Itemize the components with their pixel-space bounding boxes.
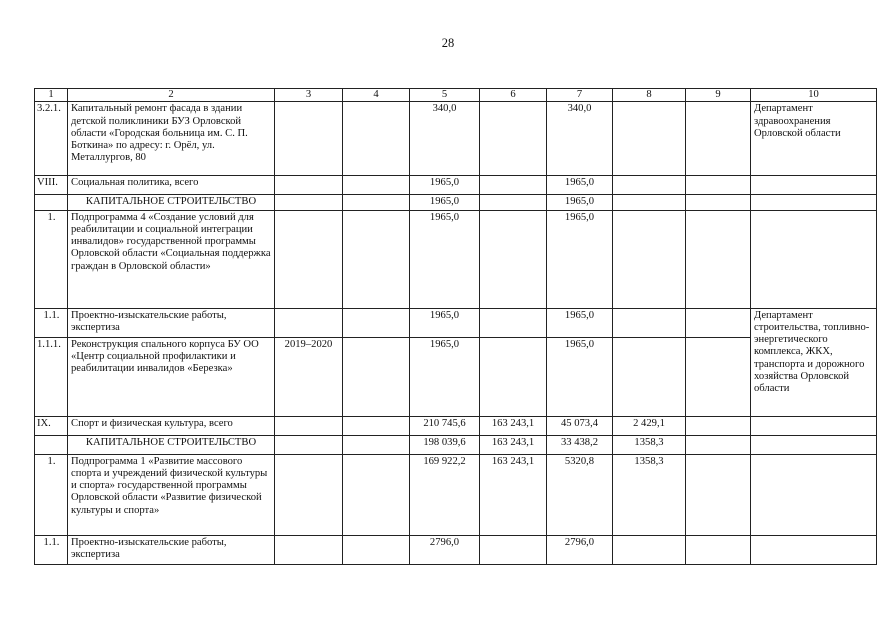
row-period (275, 416, 343, 435)
row-responsible (751, 535, 877, 564)
row-name: КАПИТАЛЬНОЕ СТРОИТЕЛЬСТВО (68, 435, 275, 454)
page-number: 28 (441, 36, 455, 50)
row-col9 (686, 102, 751, 176)
row-col6: 163 243,1 (480, 435, 547, 454)
row-col7: 1965,0 (547, 337, 613, 416)
row-col9 (686, 435, 751, 454)
row-col6: 163 243,1 (480, 454, 547, 535)
row-col6: 163 243,1 (480, 416, 547, 435)
row-responsible (751, 195, 877, 210)
row-col8 (613, 176, 686, 195)
row-name: Проектно-изыскательские работы, экспертиза (68, 308, 275, 337)
row-name: Спорт и физическая культура, всего (68, 416, 275, 435)
row-name: Подпрограмма 1 «Развитие массового спорта и учреждений физической культуры и спорта» государственной программы Орловской области «Развитие физической культуры и спорта» (68, 454, 275, 535)
row-col6 (480, 308, 547, 337)
row-name: Капитальный ремонт фасада в здании детской поликлиники БУЗ Орловской области «Городская больница им. С. П. Боткина» по адресу: г. Орёл, ул. Металлургов, 80 (68, 102, 275, 176)
col-header: 9 (686, 89, 751, 102)
row-col5: 1965,0 (410, 176, 480, 195)
row-col5: 210 745,6 (410, 416, 480, 435)
row-period (275, 210, 343, 308)
row-responsible (751, 435, 877, 454)
col-header: 5 (410, 89, 480, 102)
row-col5: 1965,0 (410, 337, 480, 416)
row-col6 (480, 102, 547, 176)
row-col8 (613, 210, 686, 308)
col-header: 8 (613, 89, 686, 102)
row-col5: 1965,0 (410, 210, 480, 308)
row-col9 (686, 176, 751, 195)
row-col6 (480, 535, 547, 564)
row-col5: 1965,0 (410, 308, 480, 337)
table-row (35, 176, 877, 195)
table-row (35, 454, 877, 535)
row-responsible-merged: Департамент строительства, топливно-энергетического комплекса, ЖКХ, транспорта и дорожного хозяйства Орловской области (751, 308, 877, 416)
row-col6 (480, 195, 547, 210)
table-row (35, 535, 877, 564)
row-col9 (686, 535, 751, 564)
row-name: Социальная политика, всего (68, 176, 275, 195)
col-header: 7 (547, 89, 613, 102)
row-col5: 2796,0 (410, 535, 480, 564)
row-col5: 198 039,6 (410, 435, 480, 454)
row-col4 (343, 102, 410, 176)
row-col8 (613, 535, 686, 564)
budget-table (34, 88, 877, 565)
table-row (35, 435, 877, 454)
row-period: 2019–2020 (275, 337, 343, 416)
row-period (275, 535, 343, 564)
row-index: 1.1. (35, 308, 68, 337)
row-col8: 1358,3 (613, 454, 686, 535)
row-col9 (686, 416, 751, 435)
row-col9 (686, 337, 751, 416)
col-header: 1 (35, 89, 68, 102)
col-header: 3 (275, 89, 343, 102)
row-index: IX. (35, 416, 68, 435)
row-col6 (480, 210, 547, 308)
row-index (35, 435, 68, 454)
row-name: Подпрограмма 4 «Создание условий для реабилитации и социальной интеграции инвалидов» государственной программы Орловской области «Социальная поддержка граждан в Орловской области» (68, 210, 275, 308)
row-col4 (343, 308, 410, 337)
row-col6 (480, 337, 547, 416)
column-numbers-row (35, 89, 877, 102)
row-period (275, 308, 343, 337)
row-index: 1.1. (35, 535, 68, 564)
row-col4 (343, 195, 410, 210)
row-col7: 1965,0 (547, 210, 613, 308)
row-col4 (343, 176, 410, 195)
col-header: 10 (751, 89, 877, 102)
row-col7: 340,0 (547, 102, 613, 176)
row-index: 3.2.1. (35, 102, 68, 176)
row-col8 (613, 102, 686, 176)
row-col8: 2 429,1 (613, 416, 686, 435)
row-col7: 1965,0 (547, 195, 613, 210)
table-row (35, 308, 877, 337)
row-index: 1. (35, 210, 68, 308)
row-period (275, 454, 343, 535)
row-col4 (343, 210, 410, 308)
row-col7: 5320,8 (547, 454, 613, 535)
col-header: 2 (68, 89, 275, 102)
row-col7: 1965,0 (547, 308, 613, 337)
row-period (275, 102, 343, 176)
row-index: 1.1.1. (35, 337, 68, 416)
row-col8 (613, 195, 686, 210)
row-col6 (480, 176, 547, 195)
row-responsible (751, 210, 877, 308)
row-col8: 1358,3 (613, 435, 686, 454)
row-col5: 340,0 (410, 102, 480, 176)
row-index: VIII. (35, 176, 68, 195)
col-header: 6 (480, 89, 547, 102)
col-header: 4 (343, 89, 410, 102)
row-col5: 169 922,2 (410, 454, 480, 535)
row-col8 (613, 337, 686, 416)
row-name: Проектно-изыскательские работы, экспертиза (68, 535, 275, 564)
row-name: КАПИТАЛЬНОЕ СТРОИТЕЛЬСТВО (68, 195, 275, 210)
table-row (35, 210, 877, 308)
row-col4 (343, 535, 410, 564)
table-row (35, 337, 877, 416)
row-col9 (686, 308, 751, 337)
row-col7: 1965,0 (547, 176, 613, 195)
row-col9 (686, 210, 751, 308)
row-col4 (343, 454, 410, 535)
row-responsible: Департамент здравоохранения Орловской области (751, 102, 877, 176)
table-row (35, 102, 877, 176)
row-col4 (343, 337, 410, 416)
table-row (35, 195, 877, 210)
row-col4 (343, 416, 410, 435)
row-col9 (686, 195, 751, 210)
row-col7: 2796,0 (547, 535, 613, 564)
table-row (35, 416, 877, 435)
row-col9 (686, 454, 751, 535)
row-col7: 33 438,2 (547, 435, 613, 454)
row-col5: 1965,0 (410, 195, 480, 210)
row-col8 (613, 308, 686, 337)
row-period (275, 195, 343, 210)
row-responsible (751, 176, 877, 195)
row-period (275, 435, 343, 454)
row-col4 (343, 435, 410, 454)
row-index (35, 195, 68, 210)
row-period (275, 176, 343, 195)
row-col7: 45 073,4 (547, 416, 613, 435)
row-responsible (751, 416, 877, 435)
row-index: 1. (35, 454, 68, 535)
row-name: Реконструкция спального корпуса БУ ОО «Центр социальной профилактики и реабилитации инвалидов «Березка» (68, 337, 275, 416)
row-responsible (751, 454, 877, 535)
